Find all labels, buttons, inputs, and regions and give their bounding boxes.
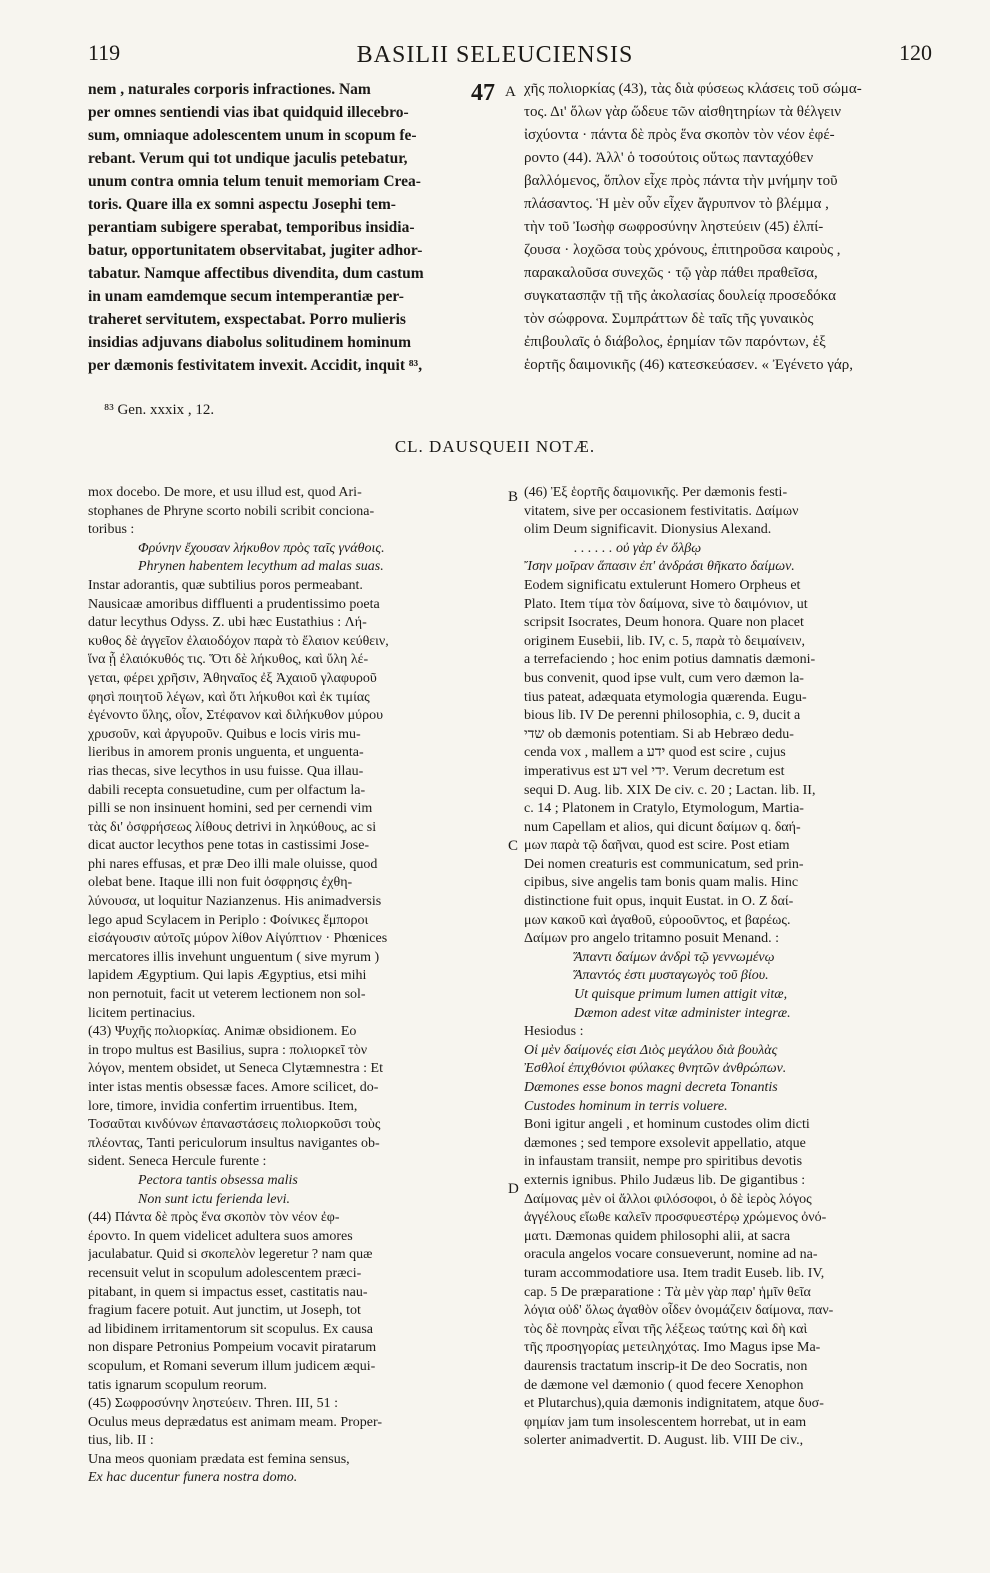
text-line: cap. 5 De præparatione : Τὰ μὲν γὰρ παρ' ἡμῖν θεῖα <box>524 1284 811 1300</box>
text-line: sum, omniaque adolescentem unum in scopum fe- <box>88 127 417 144</box>
text-line: cenda vox , mallem a ידע quod est scire , cujus <box>524 745 786 761</box>
text-line: originem Eusebii, lib. IV, c. 5, παρὰ τὸ δειμαίνειν, <box>524 633 806 649</box>
text-line: λόγον, mentem obsidet, ut Seneca Clytæmnestra : Et <box>88 1061 383 1077</box>
text-line: Φρύνην ἔχουσαν λήκυθον πρὸς ταῖς γνάθοις. <box>138 540 385 556</box>
text-line: recensuit velut in scopulum adolescentem præci- <box>88 1265 362 1281</box>
text-line: traheret servitutem, exspectabat. Porro mulieris <box>88 311 406 328</box>
text-line: Boni igitur angeli , et hominum custodes olim dicti <box>524 1117 810 1133</box>
margin-letter-d: D <box>508 1181 519 1197</box>
text-line: τὰς δι' ὀσφρήσεως λίθους detrivi in ληκύθους, ac si <box>88 819 377 835</box>
text-line: perantiam subigere sperabat, temporibus insidia- <box>88 219 415 236</box>
text-line: Δαίμονας μὲν οἱ ἄλλοι φιλόσοφοι, ὁ δὲ ἱερὸς λόγος <box>524 1191 812 1207</box>
text-line: Ἐσθλοί ἐπιχθόνιοι φύλακες θνητῶν ἀνθρώπων. <box>524 1061 787 1077</box>
text-line: Ἅπαντι δαίμων ἀνδρὶ τῷ γεννωμένῳ <box>574 949 775 965</box>
text-line: solerter animadvertit. D. August. lib. VIII De civ., <box>524 1433 804 1449</box>
text-line: συγκατασπᾷν τῇ τῆς ἀκολασίας δουλείᾳ προσεδόκα <box>524 288 836 304</box>
text-line: Eodem significatu extulerunt Homero Orpheus et <box>524 577 801 593</box>
text-line: rebant. Verum qui tot undique jaculis petebatur, <box>88 150 408 167</box>
text-line: lego apud Scylacem in Periplo : Φοίνικες ἔμποροι <box>88 912 369 928</box>
text-line: ἀγγέλους εἴωθε καλεῖν προσφυεστέρῳ χρώμενος ὀνό- <box>524 1210 827 1226</box>
text-line: κυθος δὲ ἀγγεῖον ἐλαιοδόχον παρὰ τὸ ἔλαιον κεύθειν, <box>88 633 389 649</box>
text-line: Nausicaæ amoribus diffluenti a prudentissimo poeta <box>88 596 380 612</box>
text-line: licitem pertinacius. <box>88 1005 196 1021</box>
text-line: μων κακοῦ καὶ ἀγαθοῦ, εὐροοῦντος, et βαρέως. <box>524 912 791 928</box>
text-line: ἑορτῆς δαιμονικῆς (46) κατεσκεύασεν. « Ἐγένετο γάρ, <box>524 357 853 373</box>
text-line: Plato. Item τίμα τὸν δαίμονα, sive τὸ δαιμόνιον, ut <box>524 596 808 612</box>
text-line: lore, timore, invidia confertim irruentibus. Item, <box>88 1098 358 1114</box>
text-line: Οἱ μὲν δαίμονές εἰσι Διὸς μεγάλου διὰ βουλὰς <box>524 1042 778 1058</box>
margin-letter-a: A <box>505 84 516 100</box>
text-line: τὴν τοῦ Ἰωσὴφ σωφροσύνην ληστεύειν (45) ἐλπί- <box>524 219 824 235</box>
text-line: toris. Quare illa ex somni aspectu Josephi tem- <box>88 196 396 213</box>
text-line: Phrynen habentem lecythum ad malas suas. <box>138 559 384 575</box>
text-line: Dei nomen creaturis est communicatum, sed prin- <box>524 856 804 872</box>
text-line: שדי ob dæmonis potentiam. Si ab Hebræo dedu- <box>524 726 794 742</box>
text-line: in tropo multus est Basilius, supra : πολιορκεῖ τὸν <box>88 1042 368 1058</box>
text-line: stophanes de Phryne scorto nobili scribit conciona- <box>88 503 375 519</box>
text-line: ματι. Dæmonas quidem philosophi alii, at sacra <box>524 1228 791 1244</box>
text-line: rias thecas, sive lecythos in usu fuisse. Qua illau- <box>88 763 364 779</box>
text-line: per omnes sentiendi vias ibat quidquid illecebro- <box>88 104 409 121</box>
text-line: . . . . . . οὐ γὰρ ἐν ὄλβῳ <box>574 540 702 556</box>
text-line: scopulum, et Romani severum illum judicem æqui- <box>88 1358 376 1374</box>
text-line: a terrefaciendo ; hoc enim potius damnatis dæmoni- <box>524 652 816 668</box>
text-line: χρυσοῦν, καὶ ἀργυροῦν. Quibus e locis viris mu- <box>88 726 361 742</box>
text-line: nem , naturales corporis infractiones. Nam <box>88 81 371 98</box>
text-line: non dispare Petronius Pompeium vocavit piratarum <box>88 1340 377 1356</box>
text-line: phi nares effusas, et præ Deo illi male oluisse, quod <box>88 856 378 872</box>
text-line: ad libidinem irritamentorum sit scopulus. Ex causa <box>88 1321 373 1337</box>
text-line: daurensis tractatum inscrip-it De deo Socratis, non <box>524 1358 808 1374</box>
text-line: Non sunt ictu ferienda levi. <box>138 1191 291 1207</box>
text-line: tabatur. Namque affectibus divendita, dum castum <box>88 265 424 282</box>
text-line: λύνουσα, ut loquitur Nazianzenus. His animadversis <box>88 894 382 910</box>
text-line: dæmones ; sed tempore exsolevit appellatio, atque <box>524 1135 806 1151</box>
text-line: βαλλόμενος, ὅπλον εἶχε πρὸς πάντα τὴν μνήμην τοῦ <box>524 173 838 189</box>
margin-block-number: 47 <box>471 80 495 106</box>
text-line: tius pateat, adæquata etymologia quærenda. Eugu- <box>524 689 807 705</box>
text-line: παρακαλοῦσα συνεχῶς · τῷ γὰρ πάθει πραθεῖσα, <box>524 265 818 281</box>
text-line: externis ignibus. Philo Judæus lib. De gigantibus : <box>524 1172 806 1188</box>
text-line: oracula angelos vocare consueverunt, nomine ad na- <box>524 1247 818 1263</box>
text-line: (46) Ἐξ ἑορτῆς δαιμονικῆς. Per dæmonis festi- <box>524 485 788 500</box>
text-line: sident. Seneca Hercule furente : <box>88 1154 267 1170</box>
text-line: jaculabatur. Quid si σκοπελὸν legeretur ? nam quæ <box>88 1247 373 1263</box>
text-line: χῆς πολιορκίας (43), τὰς διὰ φύσεως κλάσεις τοῦ σώμα- <box>524 81 862 97</box>
text-line: μων παρὰ τῷ δαῆναι, quod est scire. Post etiam <box>524 838 790 854</box>
text-line: unum contra omnia telum tenuit memoriam Crea- <box>88 173 421 190</box>
text-line: vitatem, sive per occasionem festivitatis. Δαίμων <box>524 503 799 519</box>
text-line: dicat auctor lecythos pene totas in castissimi Jose- <box>88 838 370 854</box>
text-line: scripsit Isocrates, Deum honora. Quare non placet <box>524 615 804 631</box>
text-line: Ἅπαντός ἐστι μυσταγωγὸς τοῦ βίου. <box>574 968 769 984</box>
text-line: (43) Ψυχῆς πολιορκίας. Animæ obsidionem. Eo <box>88 1024 357 1040</box>
text-line: τὸς δὲ πονηρὰς εἶναι τῆς λέξεως ταύτης καὶ δὴ καὶ <box>524 1321 808 1337</box>
text-line: in unam eamdemque secum intemperantiæ per- <box>88 288 404 305</box>
notes-title: CL. DAUSQUEII NOTÆ. <box>394 437 596 456</box>
text-line: imperativus est דע vel ידי. Verum decretum est <box>524 763 785 779</box>
text-line: γεται, φέρει χρῆσιν, Ἀθηναῖος ἐξ Ἀχαιοῦ γλαφυροῦ <box>88 670 377 686</box>
text-line: turam accommodatiore usa. Item tradit Euseb. lib. IV, <box>524 1265 825 1281</box>
notes-right-column <box>524 484 950 1451</box>
text-line: ἰσχύοντα · πάντα δὲ πρὸς ἕνα σκοπὸν τὸν νέον ἐφέ- <box>524 127 835 143</box>
text-line: sequi D. Aug. lib. XIX De civ. c. 20 ; Lactan. lib. II, <box>524 782 816 798</box>
text-line: ζουσα · λοχῶσα τοὺς χρόνους, ἐπιτηροῦσα καιροὺς , <box>524 242 841 258</box>
text-line: ἵνα ᾖ ἐλαιόκυθός τις. Ὅτι δὲ λήκυθος, καὶ ὕλη λέ- <box>88 652 369 668</box>
running-title: BASILII SELEUCIENSIS <box>356 42 634 68</box>
text-line: Oculus meus deprædatus est animam meam. Proper- <box>88 1414 383 1430</box>
greek-text-column <box>524 78 942 377</box>
latin-text-column <box>88 78 496 377</box>
text-line: bus convenit, quod ipse vult, cum vero dæmon la- <box>524 670 804 686</box>
text-line: olim Deum significavit. Dionysius Alexand. <box>524 522 772 538</box>
text-line: Dæmon adest vitæ administer integræ. <box>574 1005 791 1021</box>
text-line: mercatores illis invehunt unguentum ( sive myrum ) <box>88 949 380 965</box>
text-line: Τοσαῦται κινδύνων ἐπαναστάσεις πολιορκοῦσι τοὺς <box>88 1117 381 1133</box>
text-line: dabili recepta consuetudine, cum per olfactum la- <box>88 782 366 798</box>
margin-letter-c: C <box>508 838 519 854</box>
text-line: Δαίμων pro angelo tritamno posuit Menand. : <box>524 931 780 947</box>
text-line: ροντο (44). Ἀλλ' ὁ τοσούτοις οὕτως πανταχόθεν <box>524 150 814 166</box>
page-number-right: 120 <box>899 40 932 65</box>
text-line: non pernotuit, facit ut veterem lectionem non sol- <box>88 987 366 1003</box>
text-line: φησὶ ποιητοῦ λέγων, καὶ ὅτι λήκυθοι καὶ ἐκ τιμίας <box>88 689 370 705</box>
text-line: Una meos quoniam prædata est femina sensus, <box>88 1451 350 1467</box>
text-line: insidias adjuvans diabolus solitudinem hominum <box>88 334 412 351</box>
text-line: lapidem Ægyptium. Qui lapis Ægyptius, etsi mihi <box>88 968 367 984</box>
text-line: tius, lib. II : <box>88 1433 154 1449</box>
text-line: τος. Δι' ὅλων γὰρ ὥδευε τῶν αἰσθητηρίων τὰ θέλγειν <box>524 104 842 120</box>
text-line: cipibus, sive angelis tam bonis quam malis. Hinc <box>524 875 799 891</box>
text-line: batur, opportunitatem observitabat, jugiter adhor- <box>88 242 423 259</box>
text-line: (45) Σωφροσύνην ληστεύειν. Thren. III, 51 : <box>88 1396 338 1412</box>
text-line: τῆς προσηγορίας μετειληχότας. Imo Magus ipse Ma- <box>524 1340 821 1356</box>
text-line: Ex hac ducentur funera nostra domo. <box>88 1470 298 1486</box>
text-line: mox docebo. De more, et usu illud est, quod Ari- <box>88 485 362 500</box>
text-line: Instar adorantis, quæ subtilius poros permeabant. <box>88 577 363 593</box>
text-line: datur lecythus Odyss. Z. ubi hæc Eustathius : Λή- <box>88 615 367 631</box>
text-line: pilli se non insinuent homini, sed per cernendi vim <box>88 801 373 817</box>
text-line: τὸν σώφρονα. Συμπράττων δὲ ταῖς τῆς γυναικὸς <box>524 311 814 327</box>
text-line: pitabant, in quem si impactus esset, castitatis nau- <box>88 1284 368 1300</box>
text-line: toribus : <box>88 522 135 538</box>
text-line: tatis ignarum scopulum reorum. <box>88 1377 267 1393</box>
text-line: ἐγένοντο ὕλης, οἷον, Στέφανον καὶ διλήκυθον μύρου <box>88 708 384 724</box>
text-line: olebat bene. Itaque illi non fuit ὀσφρησις ἐχθη- <box>88 875 353 891</box>
text-line: φημίαν jam tum insolescentem horrebat, ut in eam <box>524 1414 807 1430</box>
text-line: Pectora tantis obsessa malis <box>138 1172 298 1188</box>
text-line: et Plutarchus),quia dæmonis indignitatem, atque δυσ- <box>524 1396 824 1412</box>
notes-left-column <box>88 484 512 1488</box>
text-line: πλάσαντος. Ἡ μὲν οὖν εἶχεν ἄγρυπνον τὸ βλέμμα , <box>524 196 829 212</box>
text-line: λόγια οὐδ' ὅλως ἀγαθὸν οἶδεν ὀνομάζειν δαίμονα, παν- <box>524 1303 834 1319</box>
text-line: de dæmone vel dæmonio ( quod fecere Xenophon <box>524 1377 804 1393</box>
text-line: εἰσάγουσιν αὐτοῖς μύρον λίθον Αἰγύπτιον · Phœnices <box>88 931 388 947</box>
text-line: πλέοντας, Tanti periculorum insultus navigantes ob- <box>88 1135 380 1151</box>
text-line: (44) Πάντα δὲ πρὸς ἕνα σκοπὸν τὸν νέον ἐφ- <box>88 1210 340 1226</box>
text-line: per dæmonis festivitatem invexit. Accidit, inquit ⁸³, <box>88 357 423 374</box>
text-line: inter istas mentis obsessæ faces. Amore scilicet, do- <box>88 1080 379 1095</box>
margin-letter-b: B <box>508 489 519 505</box>
text-line: Hesiodus : <box>524 1024 584 1040</box>
text-line: fragium facere potuit. Aut junctim, ut Joseph, tot <box>88 1303 361 1319</box>
text-line: Ut quisque primum lumen attigit vitæ, <box>574 987 788 1003</box>
text-line: έροντο. In quem videlicet adultera suos amores <box>88 1228 353 1244</box>
text-line: ἐπιβουλαῖς ὁ διάβολος, ἐρημίαν τῶν παρόντων, ἐξ <box>524 334 826 350</box>
text-line: c. 14 ; Platonem in Cratylo, Etymologum, Martia- <box>524 801 804 817</box>
text-line: bious lib. IV De perenni philosophia, c. 9, ducit a <box>524 708 801 724</box>
page-number-left: 119 <box>88 40 121 65</box>
text-line: Custodes hominum in terris voluere. <box>524 1098 728 1114</box>
text-line: lieribus in amorem pronis unguenta, et unguenta- <box>88 745 364 761</box>
text-line: distinctione fuit opus, inquit Eustat. in O. Z δαί- <box>524 894 794 910</box>
text-line: Ἴσην μοῖραν ἅπασιν ἐπ' ἀνδράσι θῆκατο δαίμων. <box>524 559 795 575</box>
footnote: ⁸³ Gen. xxxix , 12. <box>104 402 215 418</box>
text-line: Dæmones esse bonos magni decreta Tonantis <box>524 1080 778 1095</box>
text-line: in infaustam transiit, nempe pro spiritibus devotis <box>524 1154 803 1170</box>
text-line: num Capellam et alios, qui dicunt δαίμων q. δαή- <box>524 819 801 835</box>
